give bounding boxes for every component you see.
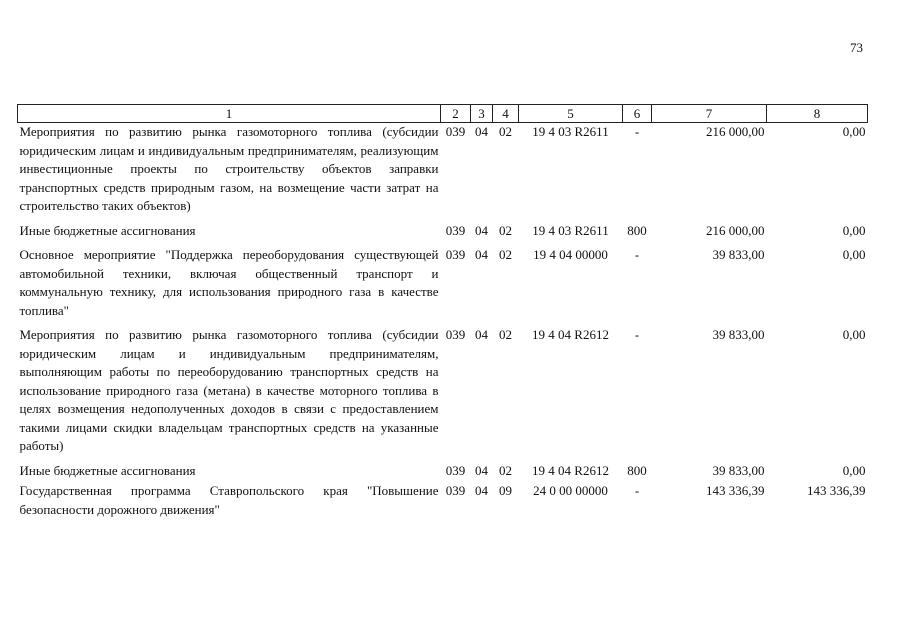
- row-description: Основное мероприятие "Поддержка переоборудования существующей автомобильной техники, включая общественный транспорт и коммунальную технику, для использования природного газа в качестве топлива": [19, 247, 439, 318]
- expense-type-code: -: [634, 327, 640, 342]
- amount-col7: 39 833,00: [712, 247, 765, 262]
- expense-type-code: -: [634, 124, 640, 139]
- column-header: 4: [493, 105, 519, 123]
- column-header: 8: [767, 105, 868, 123]
- ministry-code: 039: [445, 124, 466, 139]
- ministry-code: 039: [445, 462, 466, 478]
- row-description: Государственная программа Ставропольского края "Повышение безопасности дорожного движения": [19, 483, 439, 517]
- expense-type-code: -: [634, 483, 640, 498]
- target-article-code: 19 4 04 R2612: [532, 462, 609, 478]
- section-code: 04: [475, 327, 488, 342]
- amount-col8: 0,00: [842, 222, 866, 238]
- amount-col7: 39 833,00: [712, 327, 765, 342]
- amount-col7: 216 000,00: [706, 124, 765, 139]
- column-header: 2: [441, 105, 471, 123]
- row-description: Иные бюджетные ассигнования: [19, 462, 196, 478]
- expense-type-code: -: [634, 247, 640, 262]
- table-row: [18, 462, 868, 483]
- ministry-code: 039: [445, 327, 466, 342]
- amount-col8: 0,00: [842, 247, 866, 262]
- subsection-code: 02: [499, 327, 512, 342]
- table-row: [18, 222, 868, 247]
- table-row: [18, 246, 868, 326]
- budget-table: [17, 104, 868, 521]
- amount-col8: 0,00: [842, 327, 866, 342]
- ministry-code: 039: [445, 247, 466, 262]
- amount-col8: 0,00: [842, 124, 866, 139]
- column-header: 6: [623, 105, 652, 123]
- subsection-code: 02: [499, 124, 512, 139]
- subsection-code: 09: [499, 483, 512, 498]
- row-description: Мероприятия по развитию рынка газомоторного топлива (субсидии юридическим лицам и индивидуальным предпринимателям, реализующим инвестиционные проекты по строительству объектов заправки транспортных средств природным газом, на возмещение части затрат на строительство таких объектов): [19, 124, 439, 213]
- table-row: [18, 123, 868, 222]
- ministry-code: 039: [445, 222, 466, 238]
- subsection-code: 02: [499, 247, 512, 262]
- amount-col7: 39 833,00: [712, 462, 765, 478]
- amount-col8: 143 336,39: [807, 483, 866, 498]
- section-code: 04: [475, 483, 488, 498]
- row-description: Мероприятия по развитию рынка газомоторного топлива (субсидии юридическим лицам и индивидуальным предпринимателям, выполняющим работы по переоборудованию транспортных средств на использование природного газа (метана) в качестве моторного топлива в целях возмещения недополученных доходов в связи с предоставлением такими лицами скидки владельцам транспортных средств на указанные работы): [19, 327, 439, 453]
- row-description: Иные бюджетные ассигнования: [19, 222, 196, 238]
- column-header: 1: [18, 105, 441, 123]
- target-article-code: 19 4 04 R2612: [532, 327, 609, 342]
- column-header: 3: [471, 105, 493, 123]
- page-number: 73: [850, 40, 863, 55]
- target-article-code: 19 4 03 R2611: [532, 222, 609, 238]
- target-article-code: 19 4 03 R2611: [532, 124, 609, 139]
- section-code: 04: [475, 247, 488, 262]
- subsection-code: 02: [499, 222, 512, 238]
- target-article-code: 24 0 00 00000: [533, 483, 608, 498]
- amount-col7: 143 336,39: [706, 483, 765, 498]
- column-header: 5: [519, 105, 623, 123]
- target-article-code: 19 4 04 00000: [533, 247, 608, 262]
- amount-col7: 216 000,00: [706, 222, 765, 238]
- section-code: 04: [475, 462, 488, 478]
- expense-type-code: 800: [627, 462, 647, 478]
- table-header-row: [18, 105, 868, 123]
- amount-col8: 0,00: [842, 462, 866, 478]
- expense-type-code: 800: [627, 222, 647, 238]
- table-row: [18, 326, 868, 462]
- table-row: [18, 482, 868, 521]
- section-code: 04: [475, 124, 488, 139]
- section-code: 04: [475, 222, 488, 238]
- subsection-code: 02: [499, 462, 512, 478]
- ministry-code: 039: [445, 483, 466, 498]
- column-header: 7: [652, 105, 767, 123]
